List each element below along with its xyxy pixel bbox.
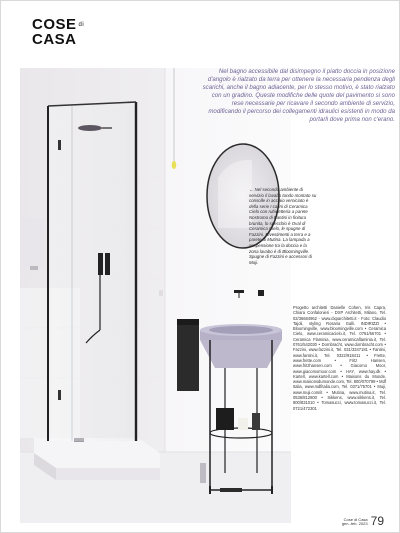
masthead-line1: COSE [32,16,77,33]
photo-caption: ← Nel secondo ambiente di servizio il lavabo tondo montato su consolle in acciaio verniciato è della serie I catini di Ceramica Cielo con rubinetteria a parete Nostromo di Fantini in finitura brunita, lo specchio è Oval di Ceramica Cielo, le spugne di Fazzini. Rivestimenti a terra e a parete di Mutina. La lampada a sospensione tra la doccia e la zona lavabo è di Bloomingville. Spugne di Fazzini e accessori di Muji. [249,187,317,265]
masthead-line2: CASA [32,31,77,48]
credits-text: Progetto architetti Danielle Cohen, Iris Capra, Chiara Confalonieri - DXP Architetti, Milano, Tel. 02/36684962 - www.dxparchitetti.it - Foto: Claudio Tajoli, styling Rosaria Galli. INDIRIZZI • Bloomingville, www.bloomingville.com • Ceramica Cielo, www.ceramicacielo.it, Tel. 0761/56701 • Ceramica Flaminia, www.ceramicaflaminia.it, Tel. 0761/542030 • Dornbracht, www.dornbracht.com • Fazzini, www.fazzini.it, Tel. 031/3347181 • Fantini, www.fantini.it, Tel. 0322/918411 • Frette, www.frette.com • Fritz Hansen, www.fritzhansen.com • Giacomo Moor, www.giacomomoor.com • HAY, www.hay.dk • Kartell, www.kartell.com • Maisons du Monde, www.maisonsdumonde.com, Tel. 800/070799 • Mdf Italia, www.mdfitalia.com, Tel. 0371/75701 • Muji, www.muji.com/it • Mutina, www.mutina.it, Tel. 0536/812800 • Sikkens, www.sikkens.it, Tel. 800/831010 • Tomasucci, www.tomasucci.it, Tel. 0721/472301 [293,305,386,411]
footer-magazine-name: Cose di Casa [343,516,368,522]
intro-text: Nel bagno accessibile dal disimpegno il piatto doccia in posizione d'angolo è rialzato da terra per ottenere la necessaria pendenza degli scarichi, anche il bagno adiacente, per lo stesso motivo, è stato rialzato con un gradino. Queste modifiche delle quote del pavimento si sono rese necessarie per ricavare il secondo ambiente di servizio, modificando il percorso dei collegamenti idraulici esistenti in modo da portarli dove prima non c'erano. [202,68,395,123]
bathroom-illustration [20,68,291,523]
bathroom-photo [20,68,291,523]
footer-magazine-info [342,518,368,527]
page-footer [342,509,384,527]
masthead-connector: di [78,22,85,29]
footer-issue: gen.-feb. 2023 [341,521,368,527]
page-number: 79 [370,514,384,528]
masthead-logo [32,17,84,47]
